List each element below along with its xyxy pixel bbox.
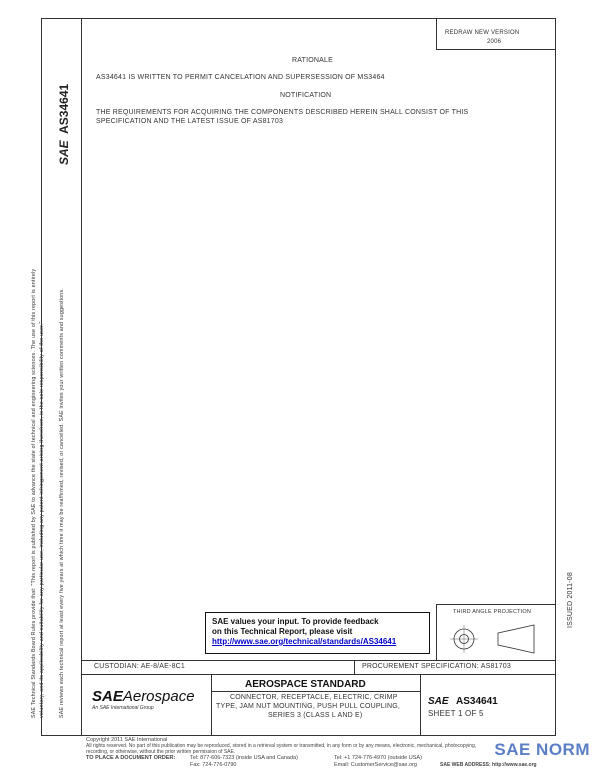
footer-copyright: Copyright 2011 SAE International <box>86 737 168 743</box>
disclaimer-line-2: voluntary, and its applicability and suitability for any particular use, including any patent infringement arising therefrom, is the sole responsibility of the user." <box>39 321 45 718</box>
standard-heading: AEROSPACE STANDARD <box>245 679 366 690</box>
notification-text-1: THE REQUIREMENTS FOR ACQUIRING THE COMPONENTS DESCRIBED HEREIN SHALL CONSIST OF THIS <box>96 109 469 116</box>
title-line-1: CONNECTOR, RECEPTACLE, ELECTRIC, CRIMP <box>230 694 398 701</box>
titleblock-divider-left <box>211 674 212 736</box>
sae-norm-watermark: SAE NORM <box>494 740 590 759</box>
rationale-text: AS34641 IS WRITTEN TO PERMIT CANCELATION AND SUPERSESSION OF MS3464 <box>96 74 385 81</box>
titleblock-mid-line <box>81 674 556 675</box>
footer-tel-1: Tel: 877-606-7323 (inside USA and Canada) <box>190 755 298 761</box>
footer-web: SAE WEB ADDRESS: http://www.sae.org <box>440 762 537 768</box>
footer-email: Email: CustomerService@sae.org <box>334 762 417 768</box>
footer-rights-1: All rights reserved. No part of this publication may be reproduced, stored in a retrieval system or transmitted, in any form or by any means, electronic, mechanical, photocopying, <box>86 743 477 749</box>
procurement-divider <box>354 660 355 674</box>
sheet-number: SHEET 1 OF 5 <box>428 709 484 718</box>
projection-label: THIRD ANGLE PROJECTION <box>453 609 532 615</box>
sidebar-doc-id <box>55 84 73 165</box>
title-line-3: SERIES 3 (CLASS L AND E) <box>268 712 363 719</box>
projection-box <box>436 604 556 660</box>
notification-heading: NOTIFICATION <box>280 92 332 99</box>
doc-number: AS34641 <box>456 696 498 707</box>
doc-id-vertical: AS34641 <box>57 83 71 134</box>
logo-tagline: An SAE International Group <box>92 705 154 711</box>
logo-sae: SAE <box>92 688 123 705</box>
feedback-line-1: SAE values your input. To provide feedback <box>212 617 379 626</box>
stamp-line-2: 2006 <box>487 39 502 45</box>
feedback-box <box>205 612 430 654</box>
notification-text-2: SPECIFICATION AND THE LATEST ISSUE OF AS81703 <box>96 118 284 125</box>
rationale-heading: RATIONALE <box>292 57 333 64</box>
feedback-link[interactable]: http://www.sae.org/technical/standards/AS34641 <box>212 637 397 646</box>
title-line-2: TYPE, JAM NUT MOUNTING, PUSH PULL COUPLING, <box>216 703 401 710</box>
doc-sae-mark: SAE <box>428 696 449 707</box>
procurement-spec: PROCUREMENT SPECIFICATION: AS81703 <box>362 663 511 670</box>
titleblock-top-line <box>81 660 556 661</box>
doc-number-block <box>428 691 498 709</box>
stamp-line-1: REDRAW NEW VERSION <box>445 30 520 36</box>
feedback-line-2: on this Technical Report, please visit <box>212 627 353 636</box>
revision-stamp <box>436 18 556 50</box>
custodian: CUSTODIAN: AE-8/AE-8C1 <box>94 663 186 670</box>
sae-aerospace-logo <box>92 688 195 711</box>
sae-logo-mark: SAE <box>57 140 71 165</box>
titleblock-divider-right <box>420 674 421 736</box>
aerospace-standard-underline <box>211 691 420 692</box>
footer-tel-2: Tel: +1 724-776-4970 (outside USA) <box>334 755 422 761</box>
disclaimer-line-3: SAE reviews each technical report at least every five years at which time it may be reaffirmed, revised, or cancelled. SAE invites your written comments and suggestions. <box>59 288 65 718</box>
logo-aerospace: Aerospace <box>122 688 195 705</box>
footer-rights-2: recording, or otherwise, without the prior written permission of SAE. <box>86 749 236 755</box>
issued-date: ISSUED 2011-08 <box>567 572 574 628</box>
footer-fax: Fax: 724-776-0790 <box>190 762 237 768</box>
disclaimer-line-1: SAE Technical Standards Board Rules provide that: "This report is published by SAE to advance the state of technical and engineering sciences. The use of this report is entirely <box>31 268 37 718</box>
footer-order-label: TO PLACE A DOCUMENT ORDER: <box>86 755 176 761</box>
projection-symbol-icon <box>442 619 552 659</box>
